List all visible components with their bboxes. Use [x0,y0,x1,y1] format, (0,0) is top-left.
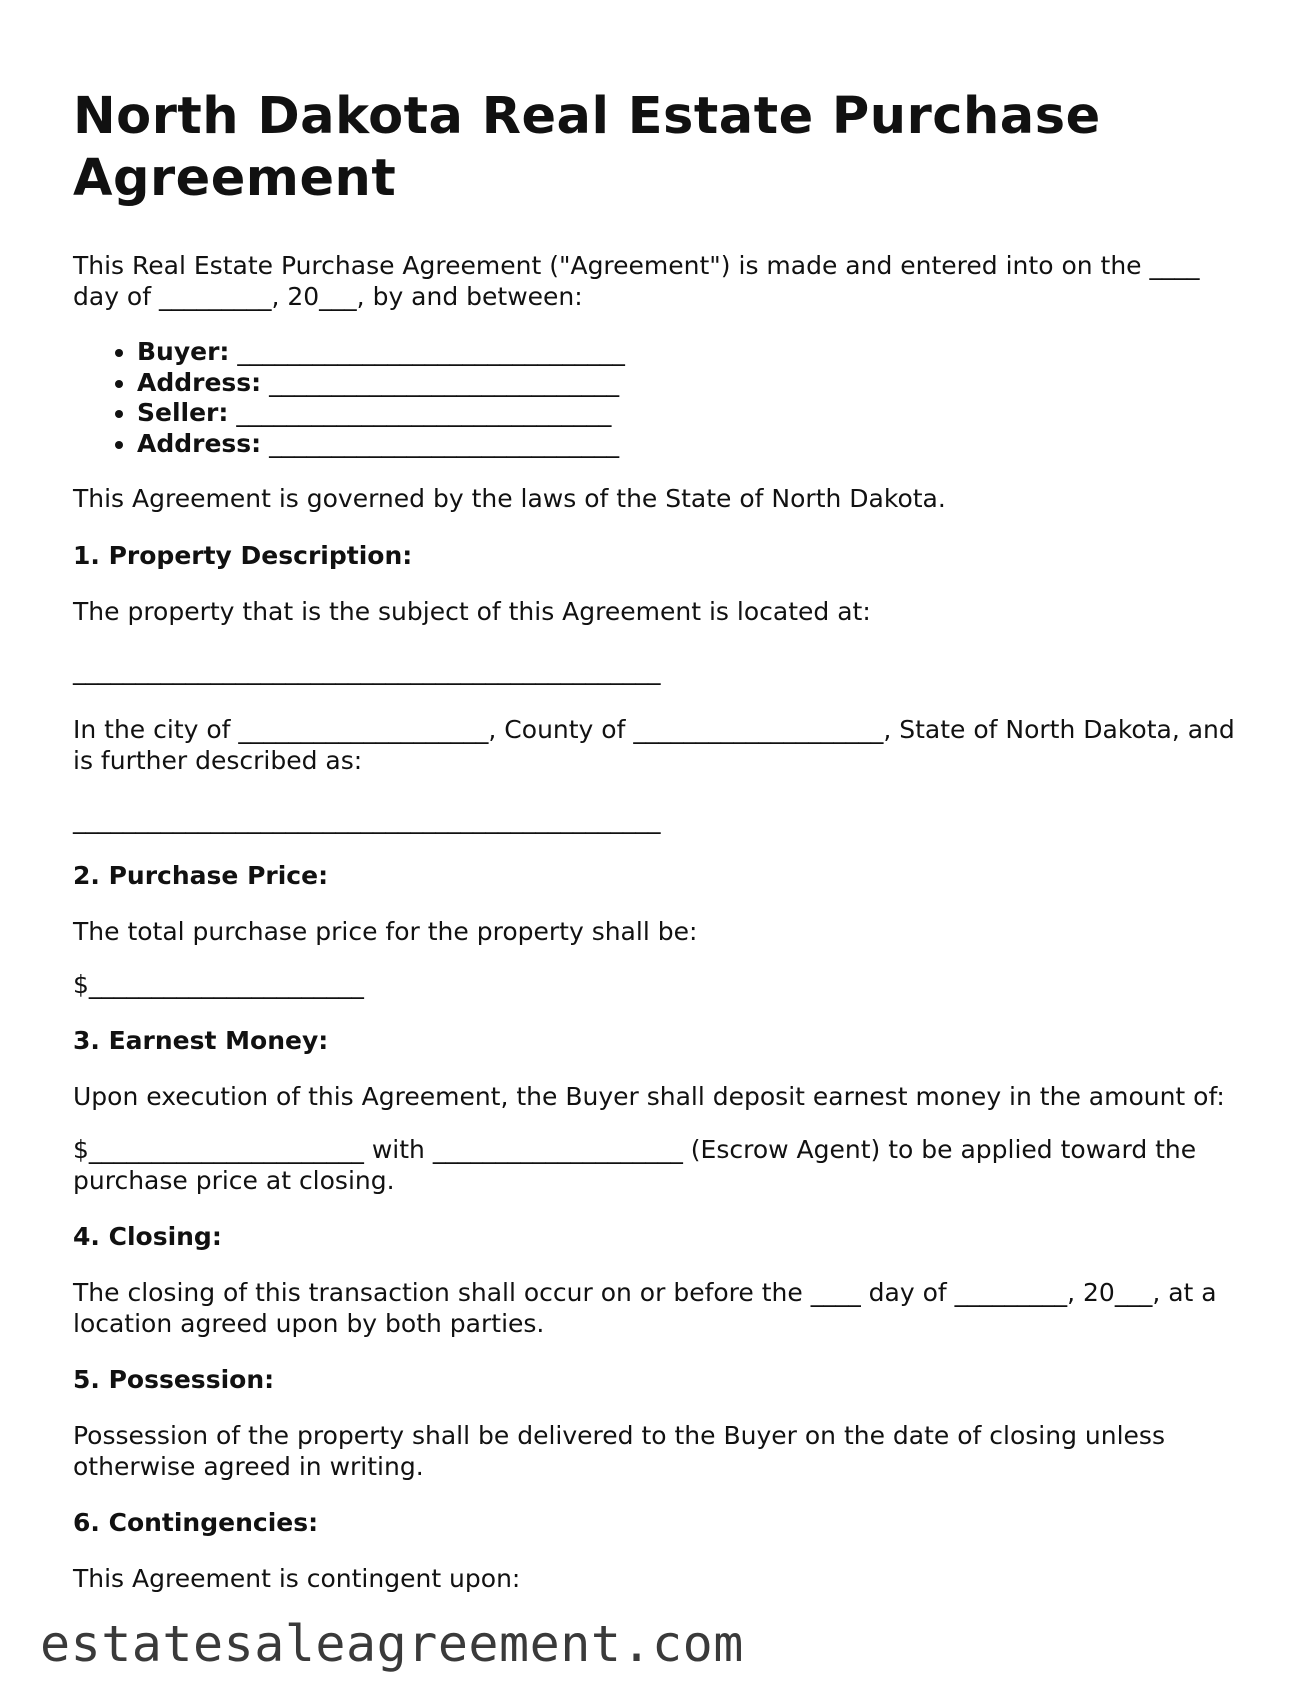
party-seller-address [137,429,1253,460]
party-seller [137,398,1253,429]
party-buyer-address [137,368,1253,399]
section-heading-property: 1. Property Description: [73,541,413,570]
contingencies-text: This Agreement is contingent upon: [73,1564,521,1593]
watermark: estatesaleagreement.com [40,1615,744,1673]
intro-paragraph: This Real Estate Purchase Agreement ("Agreement") is made and entered into on the ____ day of _________, 20___, by and between: [73,251,1200,311]
parties-list [73,337,1253,459]
governing-law-text: This Agreement is governed by the laws of the State of North Dakota. [73,484,946,513]
party-blank: ______________________________ [228,398,612,427]
party-label: Address: [137,428,262,458]
party-label: Seller: [137,398,229,427]
purchase-price-amount: $______________________ [73,970,364,999]
document-title: North Dakota Real Estate Purchase Agreement [73,87,1101,208]
possession-text: Possession of the property shall be delivered to the Buyer on the date of closing unless otherwise agreed in writing. [73,1421,1165,1481]
party-buyer [137,337,1253,368]
section-heading-contingencies: 6. Contingencies: [73,1508,319,1537]
document-page [73,86,1253,1594]
party-blank: ____________________________ [261,428,620,458]
property-city-text: In the city of ____________________, County of ____________________, State of North Dakota, and is further described as: [73,715,1235,775]
party-label: Address: [137,367,262,397]
purchase-price-text: The total purchase price for the property shall be: [73,917,698,946]
section-heading-closing: 4. Closing: [73,1222,222,1251]
section-heading-earnest: 3. Earnest Money: [73,1026,329,1055]
property-address-line: _______________________________________________ [73,656,661,685]
party-blank: ____________________________ [261,367,620,397]
closing-text: The closing of this transaction shall occur on or before the ____ day of _________, 20___, at a location agreed upon by both parties. [73,1278,1217,1338]
earnest-money-amount: $______________________ with ____________________ (Escrow Agent) to be applied toward the purchase price at closing. [73,1135,1197,1195]
party-label: Buyer: [137,337,230,366]
section-heading-price: 2. Purchase Price: [73,861,329,890]
property-description-line: _______________________________________________ [73,805,661,834]
earnest-money-text: Upon execution of this Agreement, the Buyer shall deposit earnest money in the amount of: [73,1082,1225,1111]
property-location-text: The property that is the subject of this Agreement is located at: [73,597,871,626]
party-blank: _______________________________ [229,337,625,366]
section-heading-possession: 5. Possession: [73,1365,275,1394]
